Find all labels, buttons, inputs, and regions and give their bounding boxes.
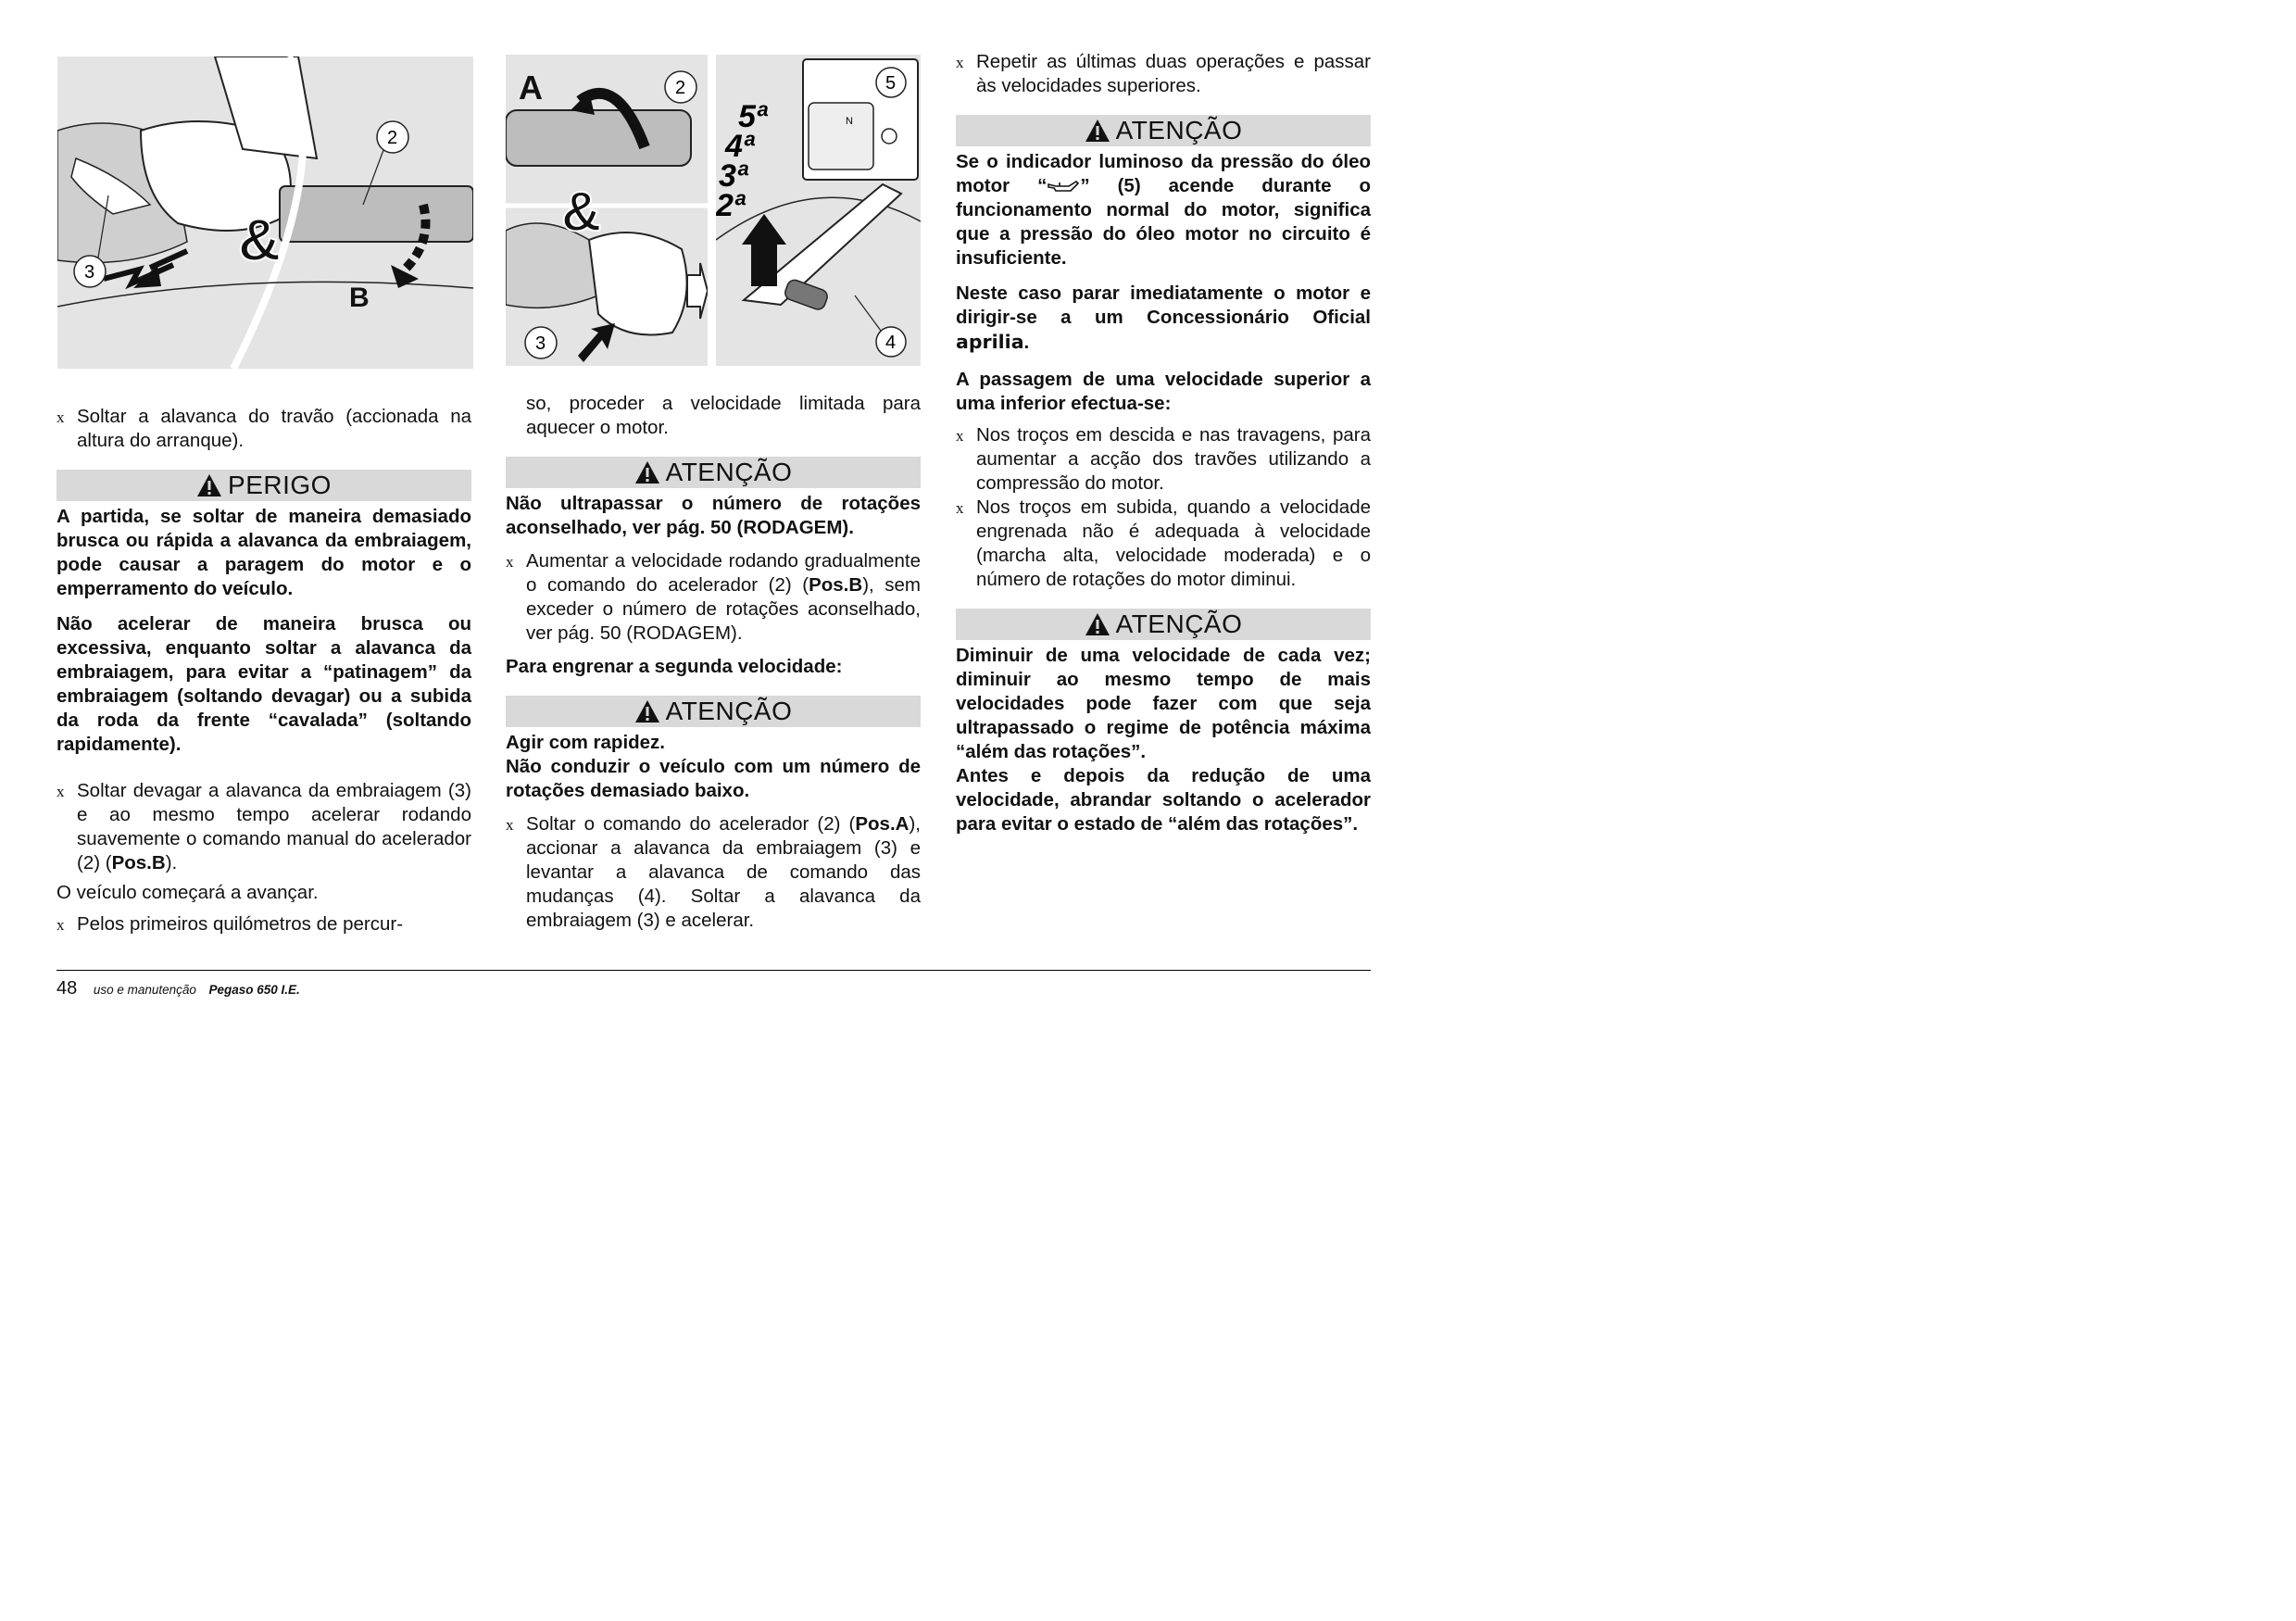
gear-4: 4ª: [725, 129, 755, 164]
list-item: x Nos troços em descida e nas travagens, para aumentar a acção dos travões utilizando a compressão do motor.: [956, 424, 1371, 494]
warning-triangle-icon: [634, 699, 660, 723]
fig3-callout-5: 5: [885, 73, 897, 94]
paragraph-continued: so, proceder a velocidade limitada para aquecer o motor.: [526, 393, 921, 438]
oil-can-icon: [1047, 179, 1080, 194]
list-item: x Repetir as últimas duas operações e passar às velocidades superiores.: [956, 51, 1371, 96]
warning-triangle-icon: [196, 473, 222, 497]
fig2-letter-a: A: [519, 69, 543, 107]
warning-text: Não acelerar de maneira brusca ou excessiva, enquanto soltar a alavanca da embraiagem, para evitar a “patinagem” da embraiagem (soltando devagar) ou a subida da roda da frente “cavalada” (soltando rapidamente).: [56, 613, 471, 755]
fig2-callout-2: 2: [675, 78, 686, 98]
arrow-pull-icon: [578, 323, 615, 362]
warning-title: PERIGO: [228, 471, 332, 499]
column-3: [956, 50, 1371, 836]
fig2-amp: &: [561, 181, 602, 243]
warning-title: ATENÇÃO: [1115, 609, 1243, 638]
warning-text: Não conduzir o veículo com um número de rotações demasiado baixo.: [506, 756, 921, 801]
warning-banner-atencao: [506, 696, 921, 727]
warning-banner-atencao: [506, 457, 921, 488]
column-1: [56, 405, 471, 936]
gear-3: 3ª: [719, 158, 748, 194]
footer: [56, 978, 300, 999]
figure-gear-lever: [716, 55, 921, 366]
gear-5: 5ª: [738, 99, 768, 134]
warning-banner-atencao: [956, 115, 1371, 146]
warning-triangle-icon: [1085, 612, 1110, 636]
warning-text: Diminuir de uma velocidade de cada vez; diminuir ao mesmo tempo de mais velocidades pode fazer com que seja ultrapassado o regime de potência máxima “além das rotações”.: [956, 645, 1371, 762]
warning-title: ATENÇÃO: [665, 697, 793, 725]
list-item: x Soltar o comando do acelerador (2) (Pos.A), accionar a alavanca da embraiagem (3) e levantar a alavanca de comando das mudanças (4). Soltar a alavanca da embraiagem (3) e acelerar.: [506, 813, 921, 931]
warning-text: Se o indicador luminoso da pressão do óleo motor “ ” (5) acende durante o funcionamento normal do motor, significa que a pressão do óleo motor no circuito é insuficiente.: [956, 151, 1371, 269]
warning-banner-perigo: [56, 470, 471, 501]
fig1-callout-3: 3: [84, 262, 95, 283]
warning-text: Antes e depois da redução de uma velocidade, abrandar soltando o acelerador para evitar o estado de “além das rotações”.: [956, 765, 1371, 835]
column-2: [506, 392, 921, 933]
warning-title: ATENÇÃO: [1115, 116, 1243, 145]
brand-aprilia: aprilia: [956, 331, 1024, 353]
section-heading: Para engrenar a segunda velocidade:: [506, 656, 843, 677]
fig1-callout-2: 2: [387, 128, 398, 148]
footer-model: Pegaso 650 I.E.: [208, 983, 300, 997]
warning-triangle-icon: [634, 460, 660, 484]
footer-section: uso e manutenção: [93, 983, 196, 997]
list-item: x Soltar devagar a alavanca da embraiagem (3) e ao mesmo tempo acelerar rodando suavemente o comando manual do acelerador (2) (Pos.B).: [56, 780, 471, 873]
warning-banner-atencao: [956, 609, 1371, 640]
warning-text: A partida, se soltar de maneira demasiado brusca ou rápida a alavanca da embraiagem, pode causar a paragem do motor e o emperramento do veículo.: [56, 506, 471, 599]
page-number: 48: [56, 978, 78, 999]
fig1-letter-b: B: [349, 283, 370, 313]
fig1-amp: &: [238, 207, 282, 273]
footer-rule: [56, 970, 1371, 971]
warning-triangle-icon: [1085, 119, 1110, 143]
list-item: x Pelos primeiros quilómetros de percur-: [56, 913, 404, 935]
fig3-panel-n: N: [846, 116, 853, 127]
fig2-callout-3: 3: [535, 333, 546, 354]
figure-clutch-throttle: [57, 57, 473, 369]
warning-text: Não ultrapassar o número de rotações aconselhado, ver pág. 50 (RODAGEM).: [506, 493, 921, 538]
list-item: x Soltar a alavanca do travão (accionada na altura do arranque).: [56, 406, 471, 451]
figure-shift-sequence: [506, 55, 708, 366]
list-item: x Aumentar a velocidade rodando gradualmente o comando do acelerador (2) (Pos.B), sem exceder o número de rotações aconselhado, ver pág. 50 (RODAGEM).: [506, 550, 921, 644]
gear-2: 2ª: [716, 188, 746, 223]
section-heading: A passagem de uma velocidade superior a uma inferior efectua-se:: [956, 369, 1371, 414]
warning-text: Neste caso parar imediatamente o motor e dirigir-se a um Concessionário Oficial aprilia.: [956, 283, 1371, 353]
fig3-callout-4: 4: [885, 333, 897, 353]
warning-text: Agir com rapidez.: [506, 732, 666, 753]
paragraph: O veículo começará a avançar.: [56, 882, 319, 903]
list-item: x Nos troços em subida, quando a velocidade engrenada não é adequada à velocidade (marcha alta, velocidade moderada) e o número de rotações do motor diminui.: [956, 496, 1371, 590]
warning-title: ATENÇÃO: [665, 458, 793, 486]
